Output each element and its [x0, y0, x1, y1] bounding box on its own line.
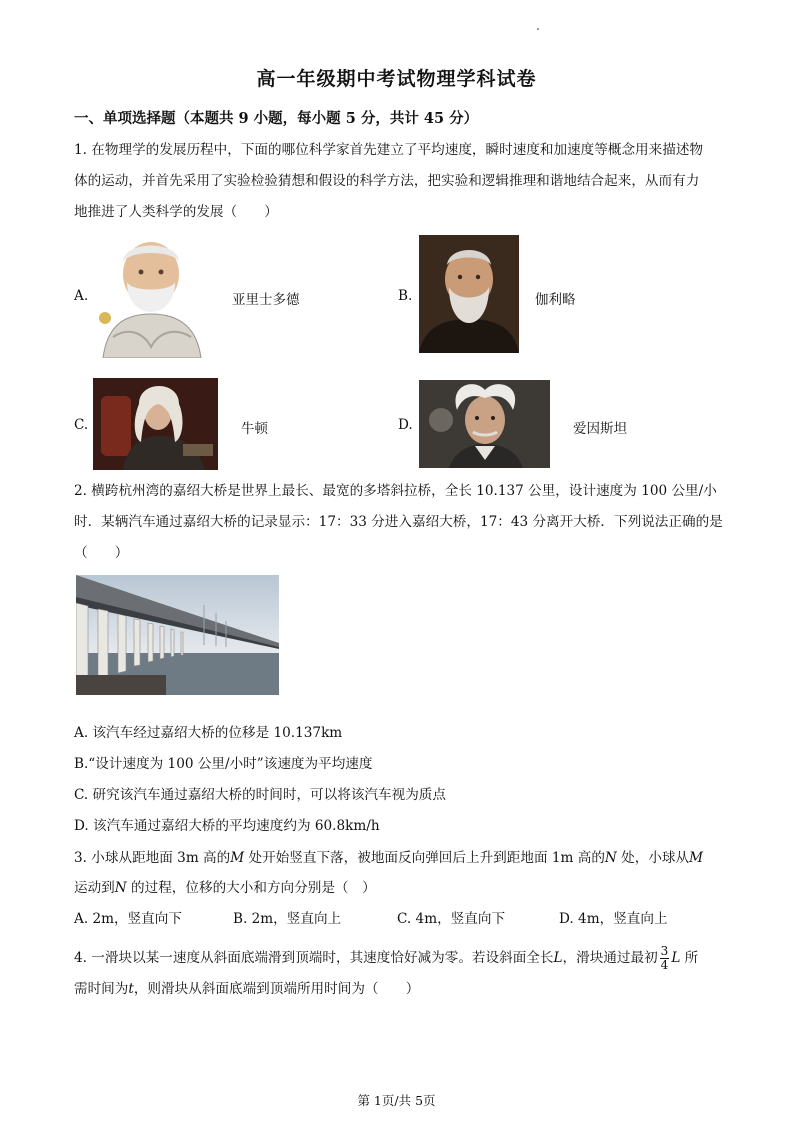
q4-line-1 [74, 941, 698, 975]
q2-option-a: A. 该汽车经过嘉绍大桥的位移是 10.137km [74, 725, 343, 741]
q3-text: 处，小球从 [616, 850, 690, 866]
q4-text: ，则滑块从斜面底端到顶端所用时间为（ ） [133, 981, 420, 997]
q1-option-a-name: 亚里士多德 [232, 292, 300, 308]
q2-option-c: C. 研究该汽车通过嘉绍大桥的时间时，可以将该汽车视为质点 [74, 787, 446, 803]
var-t: t [128, 981, 134, 997]
q3-option-c: C. 4m，竖直向下 [397, 911, 506, 927]
q3-option-b: B. 2m，竖直向上 [233, 911, 342, 927]
q3-option-d: D. 4m，竖直向上 [559, 911, 668, 927]
q1-option-d-label: D. [398, 417, 413, 433]
var-l: L [671, 950, 681, 966]
einstein-portrait [419, 380, 550, 468]
page-footer: 第 1页/共 5页 [357, 1093, 436, 1108]
bridge-photo [76, 575, 279, 695]
galileo-portrait [419, 235, 519, 353]
q4-text: 需时间为 [74, 981, 129, 997]
q3-line-1 [74, 849, 703, 867]
corner-dot [537, 28, 539, 30]
q1-option-a-label: A. [74, 288, 89, 304]
q3-text: 处开始竖直下落，被地面反向弹回后上升到距地面 1m 高的 [244, 850, 605, 866]
section-heading: 一、单项选择题（本题共 9 小题，每小题 5 分，共计 45 分） [74, 110, 479, 127]
q1-option-c-name: 牛顿 [241, 421, 268, 437]
q3-text: 3. 小球从距地面 3m 高的 [74, 850, 231, 866]
q2-option-d: D. 该汽车通过嘉绍大桥的平均速度约为 60.8km/h [74, 818, 380, 834]
var-n: N [114, 880, 127, 896]
q4-line-2 [74, 980, 419, 998]
q3-option-a: A. 2m，竖直向下 [74, 911, 182, 927]
q4-text: ，滑块通过最初 [562, 950, 658, 966]
q2-line-1: 2. 横跨杭州湾的嘉绍大桥是世界上最长、最宽的多塔斜拉桥，全长 10.137 公里，设计速度为 100 公里/小 [74, 483, 717, 499]
var-m: M [689, 850, 704, 866]
q2-line-3: （ ） [74, 545, 129, 561]
aristotle-portrait [93, 232, 210, 358]
q2-option-b: B.“设计速度为 100 公里/小时”该速度为平均速度 [74, 756, 373, 772]
q4-text: 所 [680, 950, 699, 966]
q1-line-2: 体的运动，并首先采用了实验检验猜想和假设的科学方法，把实验和逻辑推理和谐地结合起来，从而有力 [74, 173, 700, 189]
q1-option-b-name: 伽利略 [535, 292, 576, 308]
q1-option-b-label: B. [398, 288, 413, 304]
q3-line-2 [74, 879, 376, 897]
q1-option-c-label: C. [74, 417, 89, 433]
var-n: N [604, 850, 617, 866]
q2-line-2: 时．某辆汽车通过嘉绍大桥的记录显示：17：33 分进入嘉绍大桥，17：43 分离开大桥．下列说法正确的是 [74, 514, 723, 530]
q3-text: 的过程，位移的大小和方向分别是（ ） [126, 880, 376, 896]
fraction-numerator: 3 [660, 944, 669, 958]
q1-line-1: 1. 在物理学的发展历程中，下面的哪位科学家首先建立了平均速度，瞬时速度和加速度等概念用来描述物 [74, 142, 704, 158]
fraction-denominator: 4 [660, 958, 669, 972]
fraction [660, 945, 670, 972]
q1-option-d-name: 爱因斯坦 [573, 421, 627, 437]
q4-text: 4. 一滑块以某一速度从斜面底端滑到顶端时，其速度恰好减为零。若设斜面全长 [74, 950, 554, 966]
exam-title: 高一年级期中考试物理学科试卷 [256, 68, 537, 90]
var-m: M [230, 850, 245, 866]
var-l: L [553, 950, 563, 966]
q1-line-3: 地推进了人类科学的发展（ ） [74, 204, 278, 220]
q3-text: 运动到 [74, 880, 115, 896]
newton-portrait [93, 378, 218, 470]
